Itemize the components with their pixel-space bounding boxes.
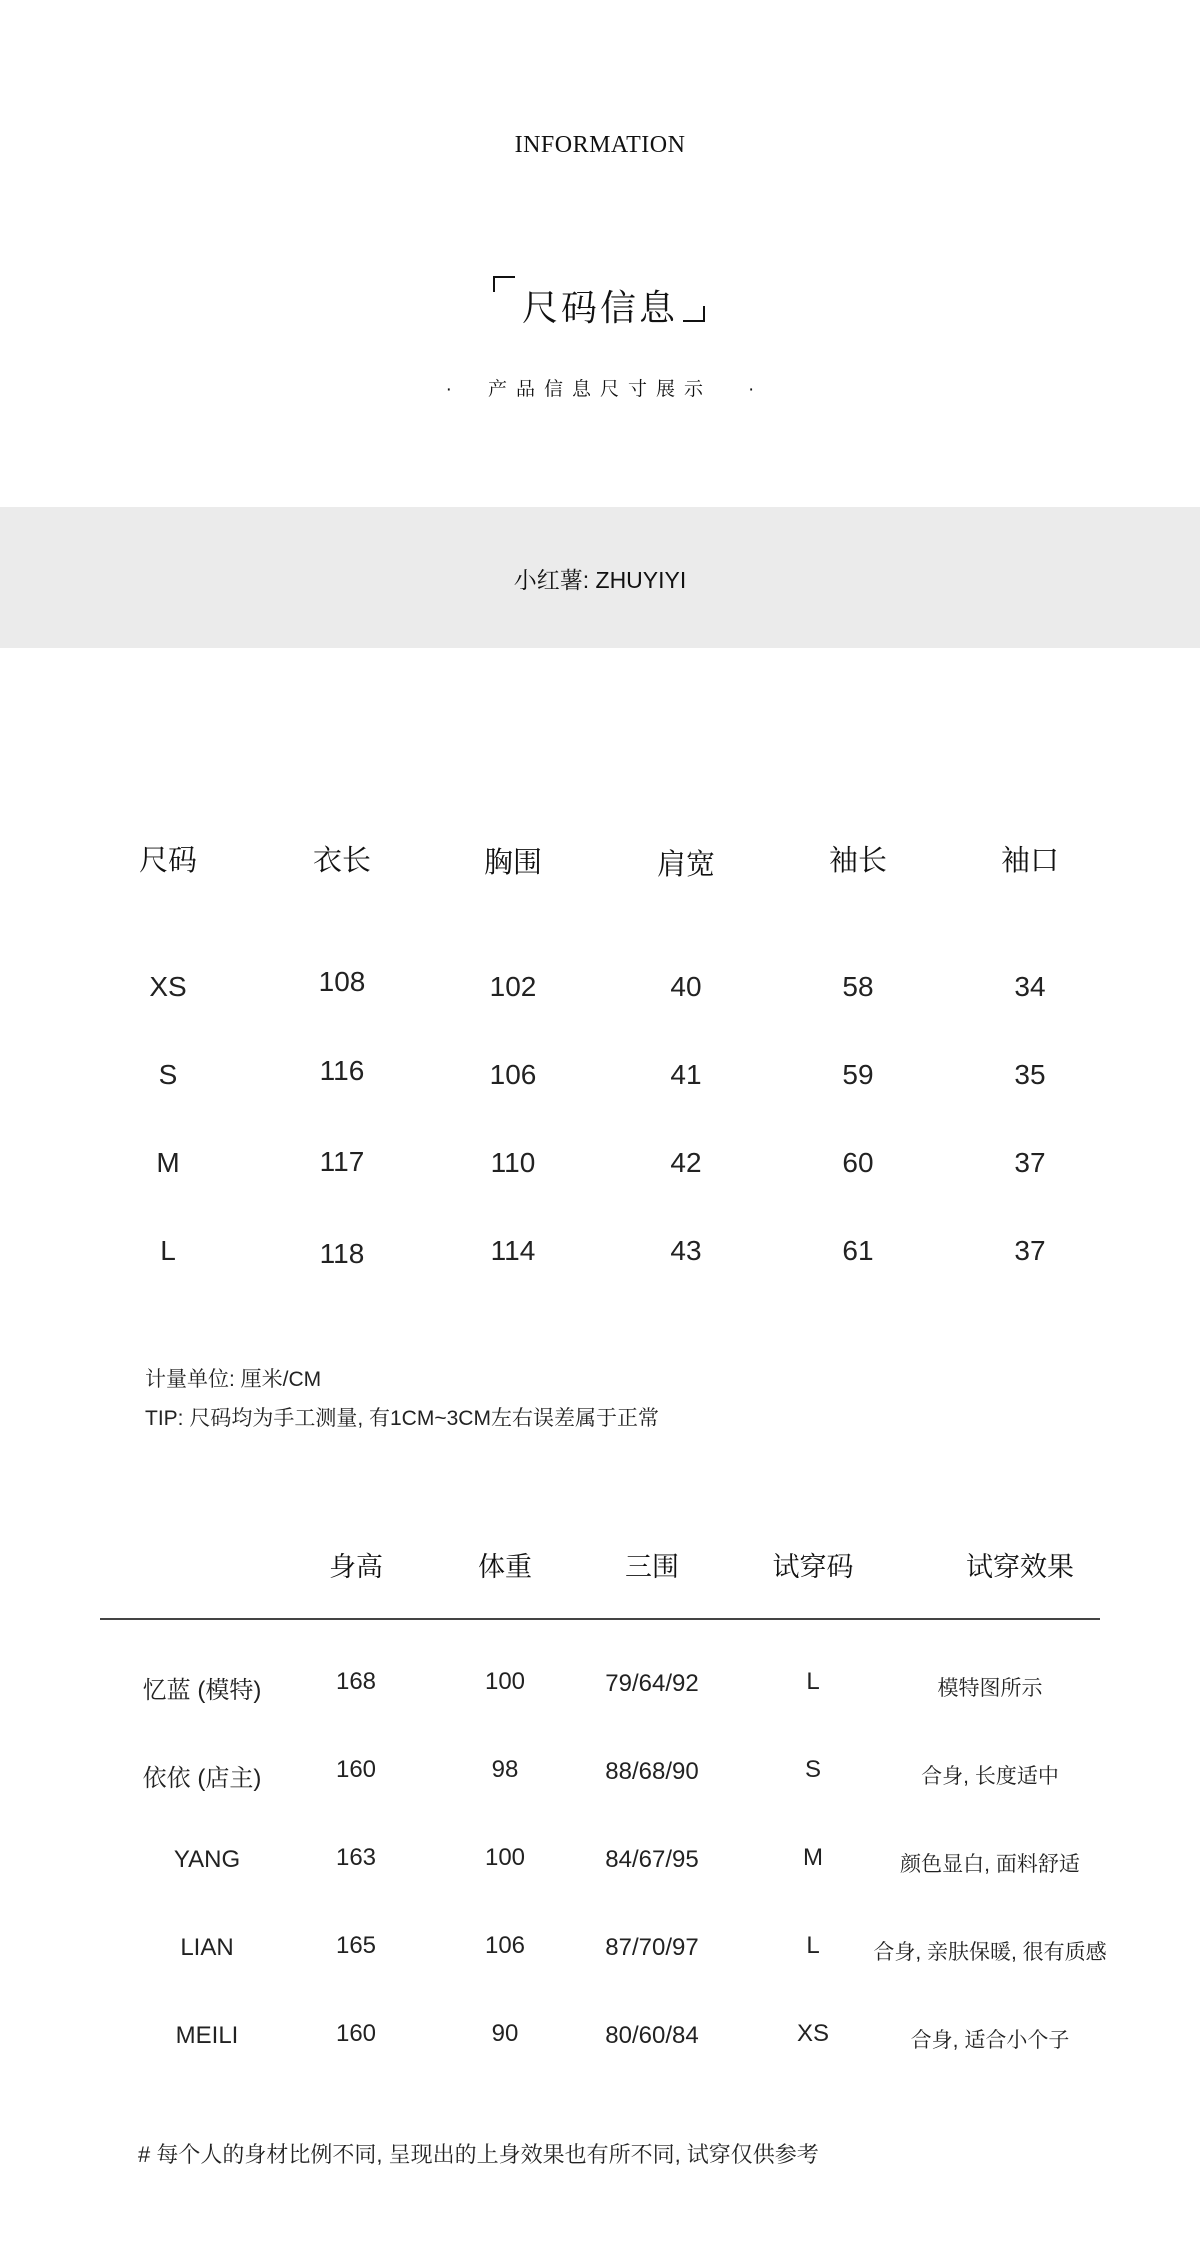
tryon-header-size: 试穿码 (772, 1552, 854, 1582)
tryon-header-effect: 试穿效果 (966, 1552, 1074, 1582)
social-handle: 小红薯: ZHUYIYI (513, 567, 687, 593)
section-eyebrow: INFORMATION (514, 132, 686, 158)
size-cell: 43 (670, 1235, 702, 1266)
tryon-header-height: 身高 (329, 1552, 383, 1582)
size-cell: 35 (1014, 1059, 1046, 1090)
tryon-cell: 84/67/95 (605, 1846, 699, 1873)
size-cell: 102 (489, 971, 537, 1002)
size-cell: L (160, 1235, 176, 1266)
tryon-header-weight: 体重 (478, 1552, 532, 1582)
tryon-cell: L (806, 1932, 820, 1959)
size-cell: XS (149, 971, 187, 1002)
footer-note: # 每个人的身材比例不同, 呈现出的上身效果也有所不同, 试穿仅供参考 (138, 2142, 819, 2167)
size-cell: 116 (319, 1055, 365, 1086)
page-title: 尺码信息 (521, 287, 678, 328)
table-divider (100, 1618, 1100, 1620)
tryon-cell: M (803, 1844, 823, 1871)
tryon-cell: S (804, 1756, 821, 1783)
size-cell: 59 (842, 1059, 874, 1090)
size-cell: S (158, 1059, 178, 1090)
tryon-cell: 80/60/84 (605, 2022, 699, 2049)
size-cell: 37 (1014, 1235, 1046, 1266)
tryon-cell: 168 (335, 1668, 377, 1695)
tryon-name: YANG (173, 1846, 241, 1873)
tryon-cell: 100 (484, 1844, 526, 1871)
tryon-name: LIAN (180, 1934, 234, 1961)
size-cell: 110 (490, 1147, 536, 1178)
tryon-cell: 90 (491, 2020, 519, 2047)
size-cell: 34 (1014, 971, 1046, 1002)
tryon-cell: L (806, 1668, 820, 1695)
size-header-bust: 胸围 (483, 847, 542, 879)
tryon-name: 依依 (店主) (142, 1765, 262, 1792)
size-cell: 118 (319, 1238, 365, 1269)
tryon-effect: 颜色显白, 面料舒适 (900, 1853, 1080, 1876)
size-cell: 117 (319, 1146, 365, 1177)
tryon-cell: 165 (335, 1932, 377, 1959)
tryon-cell: 106 (484, 1932, 526, 1959)
tryon-cell: 88/68/90 (605, 1758, 699, 1785)
size-cell: 41 (670, 1059, 702, 1090)
tryon-name: 忆蓝 (模特) (142, 1677, 262, 1704)
size-header-size: 尺码 (138, 845, 197, 877)
tryon-cell: 160 (335, 2020, 377, 2047)
tryon-cell: 87/70/97 (605, 1934, 699, 1961)
tryon-header-measurements: 三围 (625, 1552, 679, 1582)
tryon-effect: 合身, 亲肤保暖, 很有质感 (873, 1941, 1107, 1964)
size-header-cuff: 袖口 (1000, 845, 1059, 877)
tryon-cell: 163 (335, 1844, 377, 1871)
tryon-cell: 98 (491, 1756, 519, 1783)
size-cell: 42 (670, 1147, 702, 1178)
page-subtitle: 产品信息尺寸展示 (487, 379, 712, 400)
size-cell: 40 (670, 971, 702, 1002)
size-cell: 58 (842, 971, 874, 1002)
tryon-cell: 79/64/92 (605, 1670, 699, 1697)
unit-note: 计量单位: 厘米/CM (145, 1368, 322, 1391)
size-cell: 114 (490, 1235, 536, 1266)
size-header-length: 衣长 (312, 845, 371, 877)
tryon-effect: 合身, 长度适中 (921, 1765, 1059, 1788)
size-cell: M (156, 1147, 180, 1178)
tryon-cell: 100 (484, 1668, 526, 1695)
tip-note: TIP: 尺码均为手工测量, 有1CM~3CM左右误差属于正常 (145, 1407, 659, 1430)
size-cell: 37 (1014, 1147, 1046, 1178)
tryon-effect: 模特图所示 (937, 1677, 1043, 1700)
size-cell: 60 (842, 1147, 874, 1178)
size-cell: 108 (318, 966, 366, 997)
size-header-shoulder: 肩宽 (656, 849, 715, 881)
size-cell: 61 (842, 1235, 874, 1266)
bullet-dot-right: · (748, 379, 755, 400)
tryon-effect: 合身, 适合小个子 (910, 2029, 1070, 2052)
size-cell: 106 (489, 1059, 537, 1090)
bullet-dot-left: · (445, 379, 452, 400)
tryon-name: MEILI (175, 2022, 239, 2049)
tryon-cell: XS (796, 2020, 829, 2047)
size-header-sleeve: 袖长 (828, 845, 887, 877)
tryon-cell: 160 (335, 1756, 377, 1783)
